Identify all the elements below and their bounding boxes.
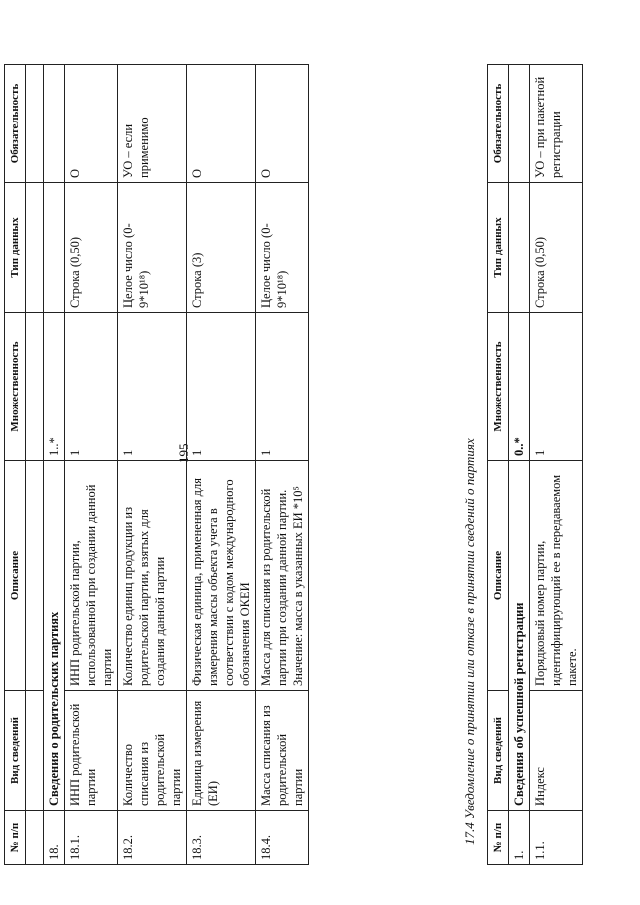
row-mult: 1	[530, 313, 583, 461]
row-num: 18.2.	[118, 811, 187, 865]
table-row	[65, 65, 118, 865]
row-desc: Порядковый номер партии, идентифицирующий ее в передаваемом пакете.	[530, 461, 583, 691]
header-mult: Множественность	[5, 313, 26, 461]
row-kind: Индекс	[530, 691, 583, 811]
section-row	[44, 65, 65, 865]
table-row	[256, 65, 309, 865]
header-num: № п/п	[5, 811, 26, 865]
empty-row	[26, 65, 44, 865]
row-type: Целое число (0-9*10¹⁸)	[256, 183, 309, 313]
section-num: 18.	[44, 811, 65, 865]
row-type: Строка (3)	[187, 183, 256, 313]
row-mult: 1	[256, 313, 309, 461]
section-mult: 1..*	[44, 313, 65, 461]
table-row	[118, 65, 187, 865]
header-kind: Вид сведений	[488, 691, 509, 811]
table-header-row	[488, 65, 509, 865]
row-req: О	[187, 65, 256, 183]
section-mult: 0..*	[509, 313, 530, 461]
row-mult: 1	[65, 313, 118, 461]
header-num: № п/п	[488, 811, 509, 865]
row-req: УО – если применимо	[118, 65, 187, 183]
table-row	[187, 65, 256, 865]
row-num: 18.4.	[256, 811, 309, 865]
row-req: О	[65, 65, 118, 183]
row-num: 1.1.	[530, 811, 583, 865]
table-header-row	[5, 65, 26, 865]
page-number: 195	[176, 443, 191, 463]
row-desc: Количество единиц продукции из родительской партии, взятых для создания данной партии	[118, 461, 187, 691]
row-mult: 1	[118, 313, 187, 461]
table-row	[530, 65, 583, 865]
row-mult: 1	[187, 313, 256, 461]
row-desc: Масса для списания из родительской партии при создании данной партии. Значение: масса в указанных ЕИ *10⁵	[256, 461, 309, 691]
table-caption: 17.4 Уведомление о принятии или отказе в принятии сведений о партиях	[462, 438, 477, 845]
header-type: Тип данных	[5, 183, 26, 313]
header-mult: Множественность	[488, 313, 509, 461]
header-req: Обязательность	[5, 65, 26, 183]
row-kind: Количество списания из родительской партии	[118, 691, 187, 811]
header-desc: Описание	[5, 461, 26, 691]
section-num: 1.	[509, 811, 530, 865]
row-num: 18.1.	[65, 811, 118, 865]
header-kind: Вид сведений	[5, 691, 26, 811]
header-req: Обязательность	[488, 65, 509, 183]
row-type: Строка (0,50)	[530, 183, 583, 313]
row-desc: ИНП родительской партии, использованной при создании данной партии	[65, 461, 118, 691]
row-kind: Единица измерения (ЕИ)	[187, 691, 256, 811]
table-parent-batches	[4, 64, 309, 865]
section-row	[509, 65, 530, 865]
row-type: Строка (0,50)	[65, 183, 118, 313]
header-desc: Описание	[488, 461, 509, 691]
row-kind: Масса списания из родительской партии	[256, 691, 309, 811]
table-notification	[487, 64, 583, 865]
section-title: Сведения о родительских партиях	[44, 461, 65, 811]
row-desc: Физическая единица, примененная для измерения массы объекта учета в соответствии с кодом международного обозначения ОКЕИ	[187, 461, 256, 691]
row-req: О	[256, 65, 309, 183]
section-title: Сведения об успешной регистрации	[509, 461, 530, 811]
row-kind: ИНП родительской партии	[65, 691, 118, 811]
row-req: УО – при пакетной регистрации	[530, 65, 583, 183]
row-num: 18.3.	[187, 811, 256, 865]
header-type: Тип данных	[488, 183, 509, 313]
row-type: Целое число (0-9*10¹⁸)	[118, 183, 187, 313]
